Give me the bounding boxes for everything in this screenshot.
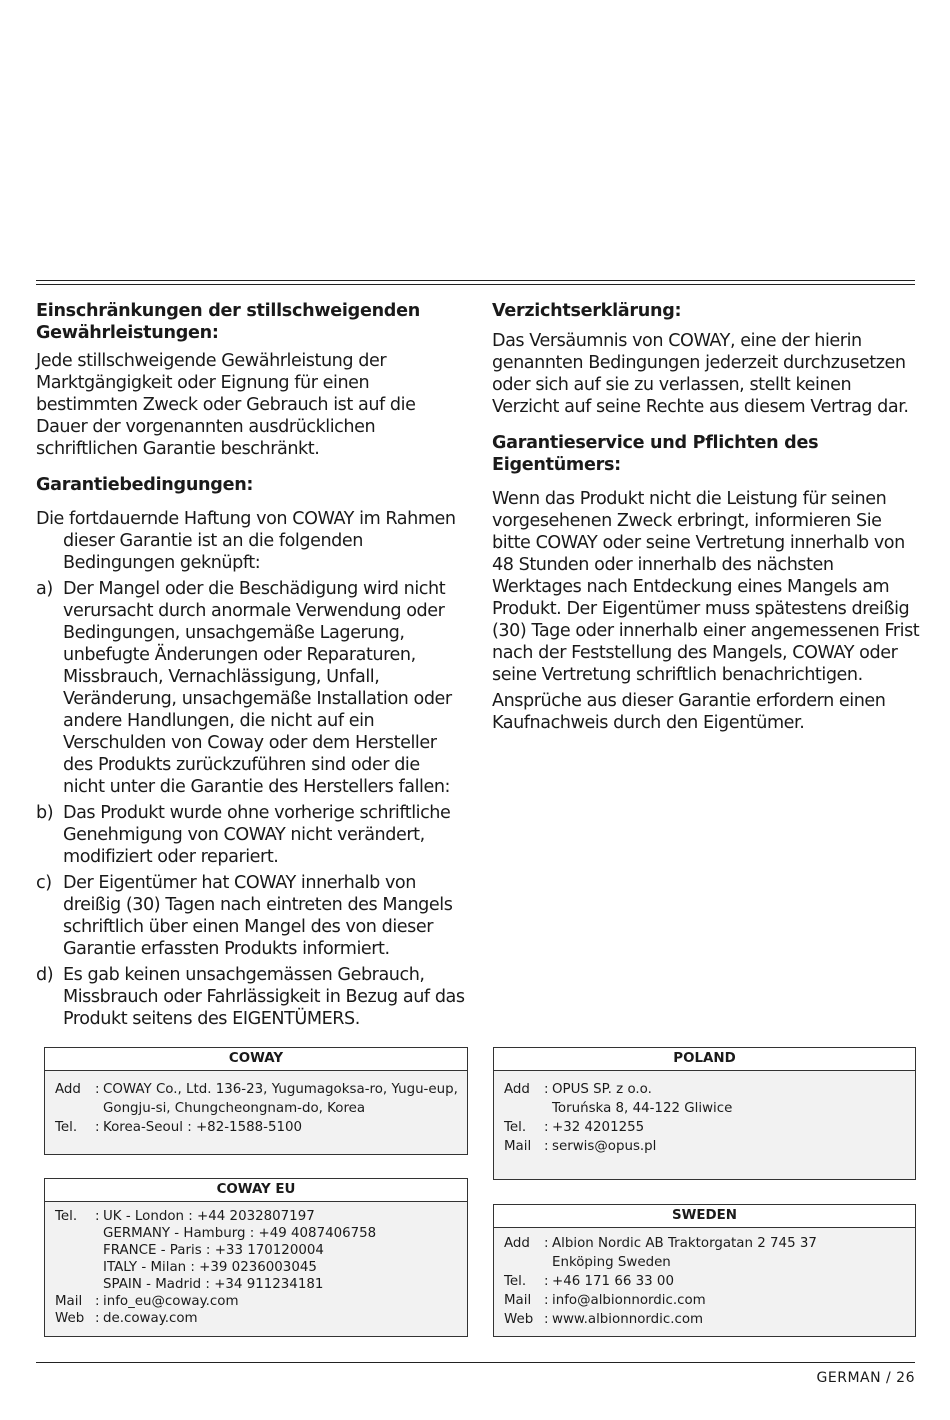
contact-value: Toruńska 8, 44-122 Gliwice — [552, 1101, 733, 1116]
contact-value: Korea-Seoul : +82-1588-5100 — [103, 1120, 303, 1135]
page-number: GERMAN / 26 — [816, 1370, 915, 1386]
right-column — [492, 300, 922, 744]
heading-warranty-conditions: Garantiebedingungen: — [36, 475, 254, 495]
condition-text: Der Mangel oder die Beschädigung wird nicht verursacht durch anormale Verwendung oder Bedingungen, unsachgemäße Lagerung, unbefugte Änderungen oder Reparaturen, Missbrauch, Vernachlässigung, Unfall, Veränderung, unsachgemäße Installation oder andere Handlungen, die nicht auf ein Verschulden von Coway oder dem Hersteller des Produkts zurückzuführen sind oder die nicht unter die Garantie des Herstellers fallen: — [63, 579, 452, 797]
contact-value: UK - London : +44 2032807197 — [103, 1209, 315, 1224]
contact-row-phone: Tel. : +32 4201255 — [504, 1120, 645, 1135]
condition-item-a — [36, 578, 466, 798]
top-double-rule — [36, 280, 915, 285]
contact-box-title: COWAY EU — [45, 1179, 467, 1202]
paragraph-warranty-service: Wenn das Produkt nicht die Leistung für seinen vorgesehenen Zweck erbringt, informieren Sie bitte COWAY oder seine Vertretung innerhalb von 48 Stunden oder innerhalb des nächsten Werktages nach Entdeckung eines Mangels am Produkt. Der Eigentümer muss spätestens dreißig (30) Tage oder innerhalb einer angemessenen Frist nach der Feststellung des Mangels, COWAY oder seine Vertretung schriftlich benachrichtigen. — [492, 489, 920, 685]
contact-value: www.albionnordic.com — [552, 1312, 704, 1327]
condition-item-b — [36, 802, 466, 868]
contact-box-sweden — [493, 1204, 916, 1337]
contact-value: Enköping Sweden — [552, 1255, 671, 1270]
contact-value: ITALY - Milan : +39 0236003045 — [103, 1260, 317, 1275]
paragraph-waiver: Das Versäumnis von COWAY, eine der hierin genannten Bedingungen jederzeit durchzusetzen oder sich auf sie zu verlassen, stellt keinen Verzicht auf seine Rechte aus diesem Vertrag dar. — [492, 331, 909, 417]
contact-label: Mail — [55, 1294, 83, 1309]
contact-value: info_eu@coway.com — [103, 1294, 239, 1309]
footer-rule — [36, 1362, 915, 1363]
contact-value: FRANCE - Paris : +33 170120004 — [103, 1243, 324, 1258]
contact-row-address: Add : OPUS SP. z o.o. Toruńska 8, 44-122 Gliwice — [504, 1082, 733, 1116]
contact-row-phone: Tel. : +46 171 66 33 00 — [504, 1274, 674, 1289]
heading-warranty-service: Garantieservice und Pflichten des Eigentümers: — [492, 433, 819, 475]
conditions-list — [36, 578, 466, 1030]
contact-label: Tel. — [504, 1120, 527, 1135]
contact-box-poland — [493, 1047, 916, 1180]
contact-value: Gongju-si, Chungcheongnam-do, Korea — [103, 1101, 366, 1116]
contact-row-phone: Tel. : Korea-Seoul : +82-1588-5100 — [55, 1120, 303, 1135]
paragraph-warranty-conditions-intro: Die fortdauernde Haftung von COWAY im Rahmen dieser Garantie ist an die folgenden Bedingungen geknüpft: — [36, 509, 456, 573]
contact-box-coway-eu — [44, 1178, 468, 1337]
contact-label: Add — [55, 1082, 81, 1097]
contact-label: Add — [504, 1082, 530, 1097]
condition-item-c — [36, 872, 466, 960]
condition-marker: a) — [36, 579, 53, 599]
contact-row-phone: Tel. : UK - London : +44 2032807197 GERMANY - Hamburg : +49 4087406758 FRANCE - Paris : +33 170120004 ITALY - Milan : +39 0236003045 SPAIN - Madrid : +34 911234181 — [55, 1209, 377, 1292]
contact-row-mail: Mail : info_eu@coway.com — [55, 1294, 239, 1309]
condition-text: Es gab keinen unsachgemässen Gebrauch, Missbrauch oder Fahrlässigkeit in Bezug auf das Produkt seitens des EIGENTÜMERS. — [63, 965, 465, 1029]
contact-value: GERMANY - Hamburg : +49 4087406758 — [103, 1226, 377, 1241]
condition-marker: d) — [36, 965, 54, 985]
left-column — [36, 300, 466, 1034]
contact-label: Mail — [504, 1293, 532, 1308]
condition-marker: c) — [36, 873, 52, 893]
contact-row-address: Add : COWAY Co., Ltd. 136-23, Yugumagoksa-ro, Yugu-eup, Gongju-si, Chungcheongnam-do, Korea — [55, 1082, 458, 1116]
contact-value: info@albionnordic.com — [552, 1293, 706, 1308]
contact-box-coway — [44, 1047, 468, 1155]
heading-implied-warranty-limits: Einschränkungen der stillschweigenden Gewährleistungen: — [36, 301, 420, 343]
contact-label: Tel. — [55, 1120, 78, 1135]
contact-row-address: Add : Albion Nordic AB Traktorgatan 2 745 37 Enköping Sweden — [504, 1236, 817, 1270]
contact-box-title: COWAY — [45, 1048, 467, 1071]
contact-value: +32 4201255 — [552, 1120, 645, 1135]
condition-text: Der Eigentümer hat COWAY innerhalb von dreißig (30) Tagen nach eintreten des Mangels schriftlich über einen Mangel des von dieser Garantie erfassten Produkts informiert. — [63, 873, 453, 959]
contact-label: Tel. — [504, 1274, 527, 1289]
contact-label: Add — [504, 1236, 530, 1251]
contact-value: Albion Nordic AB Traktorgatan 2 745 37 — [552, 1236, 817, 1251]
contact-label: Web — [55, 1311, 85, 1326]
contact-value: OPUS SP. z o.o. — [552, 1082, 652, 1097]
contact-box-title: SWEDEN — [494, 1205, 915, 1228]
condition-item-d — [36, 964, 466, 1030]
contact-row-mail: Mail : info@albionnordic.com — [504, 1293, 706, 1308]
contact-value: COWAY Co., Ltd. 136-23, Yugumagoksa-ro, Yugu-eup, — [103, 1082, 458, 1097]
paragraph-proof-of-purchase: Ansprüche aus dieser Garantie erfordern einen Kaufnachweis durch den Eigentümer. — [492, 691, 886, 733]
contact-row-web: Web : de.coway.com — [55, 1311, 198, 1326]
contact-value: de.coway.com — [103, 1311, 198, 1326]
contact-label: Mail — [504, 1139, 532, 1154]
contact-value: SPAIN - Madrid : +34 911234181 — [103, 1277, 324, 1292]
contact-box-title: POLAND — [494, 1048, 915, 1071]
condition-marker: b) — [36, 803, 54, 823]
condition-text: Das Produkt wurde ohne vorherige schriftliche Genehmigung von COWAY nicht verändert, modifiziert oder repariert. — [63, 803, 451, 867]
contact-label: Web — [504, 1312, 534, 1327]
paragraph-implied-warranty: Jede stillschweigende Gewährleistung der Marktgängigkeit oder Eignung für einen bestimmten Zweck oder Gebrauch ist auf die Dauer der vorgenannten ausdrücklichen schriftlichen Garantie beschränkt. — [36, 351, 416, 459]
contact-value: serwis@opus.pl — [552, 1139, 657, 1154]
contact-row-mail: Mail : serwis@opus.pl — [504, 1139, 657, 1154]
contact-value: +46 171 66 33 00 — [552, 1274, 674, 1289]
contact-label: Tel. — [55, 1209, 78, 1224]
heading-waiver: Verzichtserklärung: — [492, 301, 682, 321]
contact-row-web: Web : www.albionnordic.com — [504, 1312, 704, 1327]
